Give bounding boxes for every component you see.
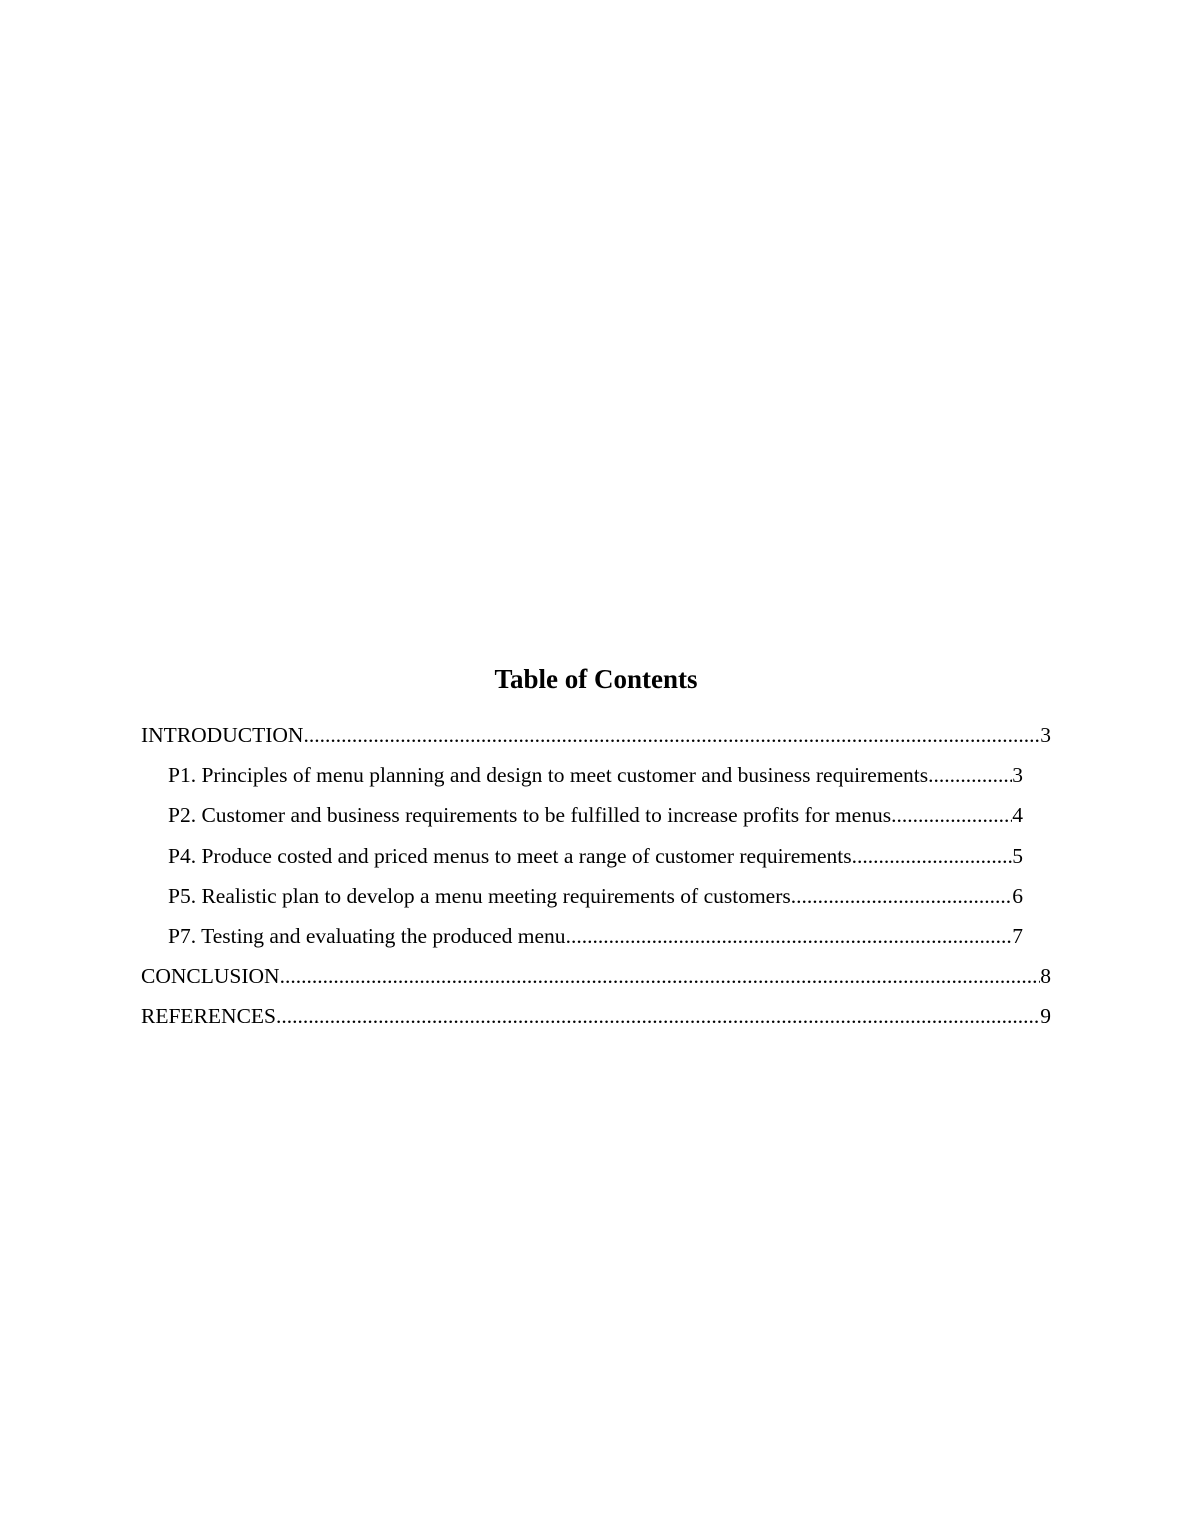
table-of-contents <box>141 660 1051 1037</box>
toc-entry-text: INTRODUCTION <box>141 723 304 747</box>
toc-page-number: 4 <box>1012 803 1023 828</box>
toc-entry-p2[interactable] <box>141 795 1023 835</box>
toc-dot-leader <box>566 916 1013 956</box>
toc-entry-p5[interactable] <box>141 876 1023 916</box>
toc-dot-leader <box>280 956 1041 996</box>
toc-title: Table of Contents <box>494 664 698 694</box>
toc-page-number: 9 <box>1040 1004 1051 1029</box>
toc-entry-text: P7. Testing and evaluating the produced menu <box>168 923 566 948</box>
toc-dot-leader <box>852 836 1013 876</box>
toc-entry-p7[interactable] <box>141 916 1023 956</box>
toc-dot-leader <box>303 715 1040 755</box>
toc-page-number: 3 <box>1012 763 1023 788</box>
toc-entry-text: P1. Principles of menu planning and design to meet customer and business requirements <box>168 763 929 788</box>
toc-page-number: 6 <box>1012 883 1023 908</box>
toc-entry-text: P2. Customer and business requirements to be fulfilled to increase profits for menus <box>168 803 892 828</box>
toc-entry-text: P5. Realistic plan to develop a menu meeting requirements of customers <box>168 883 791 908</box>
toc-dot-leader <box>891 795 1012 835</box>
toc-entry-p4[interactable] <box>141 836 1023 876</box>
toc-page-number: 5 <box>1012 843 1023 868</box>
toc-entry-conclusion[interactable] <box>141 956 1051 996</box>
toc-entry-p1[interactable] <box>141 755 1023 795</box>
toc-list <box>141 715 1051 1037</box>
toc-entry-references[interactable] <box>141 996 1051 1036</box>
toc-dot-leader <box>791 876 1013 916</box>
toc-page-number: 7 <box>1012 923 1023 948</box>
toc-entry-text: REFERENCES <box>141 1004 276 1029</box>
toc-entry-introduction[interactable] <box>141 715 1051 755</box>
toc-page-number: 3 <box>1040 723 1051 747</box>
toc-page-number: 8 <box>1040 964 1051 989</box>
toc-dot-leader <box>276 996 1040 1036</box>
toc-entry-text: P4. Produce costed and priced menus to meet a range of customer requirements <box>168 843 852 868</box>
toc-dot-leader <box>928 755 1012 795</box>
toc-entry-text: CONCLUSION <box>141 964 280 989</box>
